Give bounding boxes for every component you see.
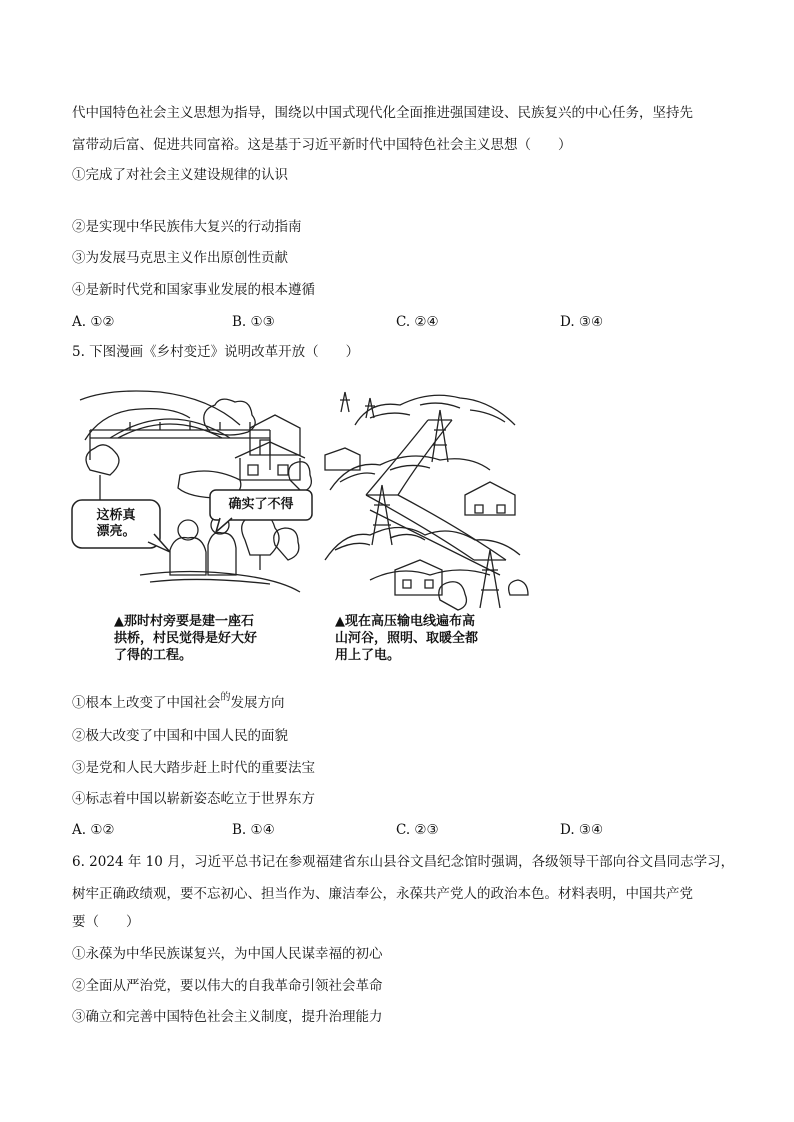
bubble-right-text: 确实了不得: [228, 497, 294, 512]
q6-stem-line1: 6. 2024 年 10 月，习近平总书记在参观福建省东山县谷文昌纪念馆时强调，各级领导干部向谷文昌同志学习，: [72, 854, 735, 870]
caption-right: ▲现在高压输电线遍布高 山河谷，照明、取暖全都 用上了电。: [335, 614, 479, 663]
q4-choice-d: D. ③④: [560, 314, 604, 330]
q5-choice-b: B. ①④: [232, 822, 275, 838]
bubble-left-text: 这桥真 漂亮。: [96, 508, 136, 539]
q5-item-3: ③是党和人民大踏步赶上时代的重要法宝: [72, 760, 315, 776]
q4-stem-line1: 代中国特色社会主义思想为指导，围绕以中国式现代化全面推进强国建设、民族复兴的中心任务，坚持先: [72, 105, 693, 121]
q5-choice-a: A. ①②: [72, 822, 115, 838]
village-change-comic: [70, 370, 530, 680]
q5-item-1: [72, 694, 285, 714]
house: [465, 482, 515, 515]
villager-head: [178, 520, 198, 540]
q4-choice-c: C. ②④: [396, 314, 439, 330]
q6-stem-line2: 树牢正确政绩观，要不忘初心、担当作为、廉洁奉公，永葆共产党人的政治本色。材料表明，中国共产党: [72, 886, 693, 902]
q4-choice-b: B. ①③: [232, 314, 275, 330]
q4-item-3: ③为发展马克思主义作出原创性贡献: [72, 250, 288, 266]
q4-item-4: ④是新时代党和国家事业发展的根本遵循: [72, 282, 315, 298]
power-pylon: [474, 550, 506, 608]
power-pylon: [366, 485, 398, 545]
q5-item-4: ④标志着中国以崭新姿态屹立于世界东方: [72, 791, 315, 807]
q6-item-3: ③确立和完善中国特色社会主义制度，提升治理能力: [72, 1009, 383, 1025]
caption-left: ▲那时村旁要是建一座石 拱桥，村民觉得是好大好 了得的工程。: [114, 614, 258, 663]
q6-stem-line3: 要（ ）: [72, 914, 140, 930]
q6-item-1: ①永葆为中华民族谋复兴，为中国人民谋幸福的初心: [72, 946, 383, 962]
q5-choice-c: C. ②③: [396, 822, 439, 838]
q5-item-1-post: 发展方向: [230, 695, 285, 711]
q5-choice-d: D. ③④: [560, 822, 604, 838]
q4-choice-a: A. ①②: [72, 314, 115, 330]
q4-stem-line2: 富带动后富、促进共同富裕。这是基于习近平新时代中国特色社会主义思想（ ）: [72, 137, 572, 153]
q5-item-2: ②极大改变了中国和中国人民的面貌: [72, 728, 288, 744]
q5-item-1-sup: 的: [220, 692, 231, 703]
q5-stem: 5. 下图漫画《乡村变迁》说明改革开放（ ）: [72, 344, 360, 360]
q4-item-2: ②是实现中华民族伟大复兴的行动指南: [72, 219, 302, 235]
q6-item-2: ②全面从严治党，要以伟大的自我革命引领社会革命: [72, 978, 383, 994]
villager-body: [170, 538, 206, 576]
house: [250, 415, 300, 455]
q4-item-1: ①完成了对社会主义建设规律的认识: [72, 167, 288, 183]
q5-item-1-pre: ①根本上改变了中国社会: [72, 695, 221, 711]
